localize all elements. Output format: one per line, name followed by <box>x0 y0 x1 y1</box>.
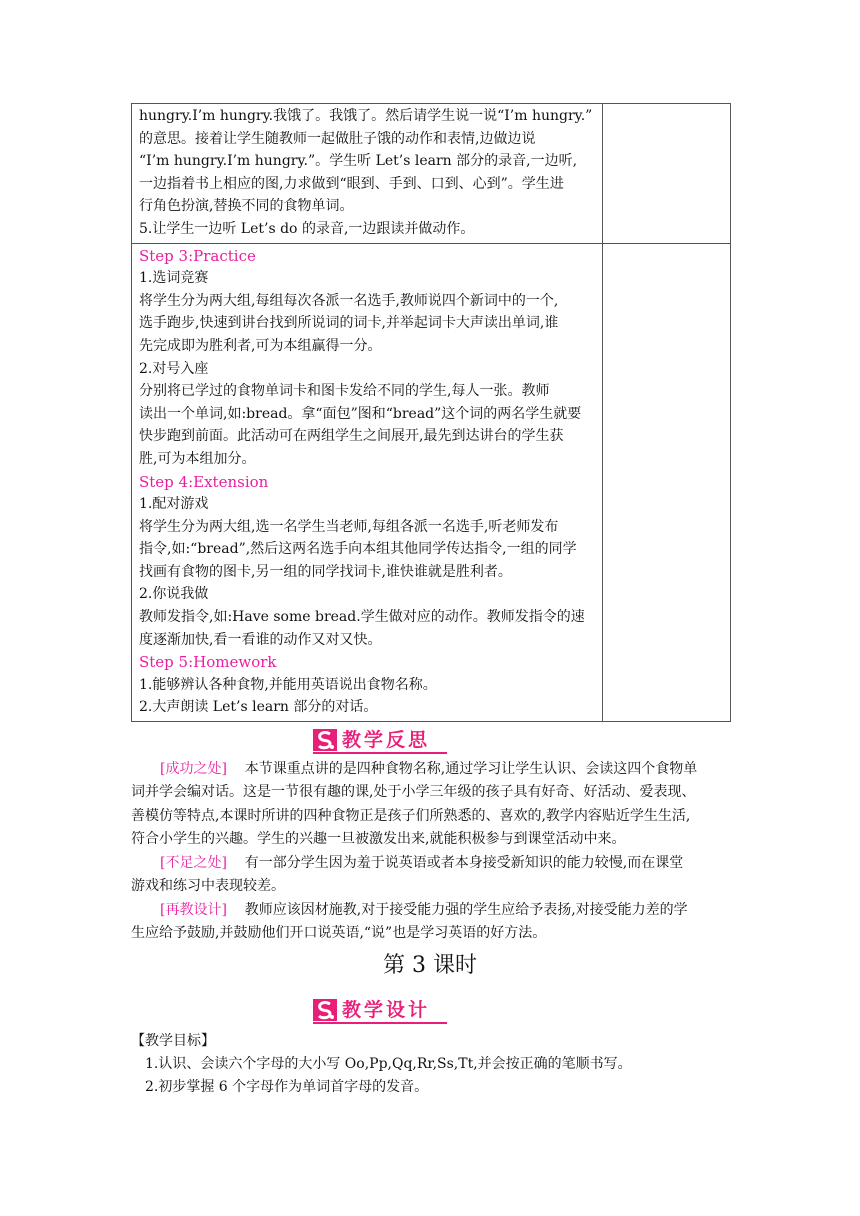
text-line: 1.能够辨认各种食物,并能用英语说出食物名称。 <box>139 676 437 693</box>
success-tag: [成功之处] <box>160 761 227 777</box>
text-line: 快步跑到前面。此活动可在两组学生之间展开,最先到达讲台的学生获 <box>139 428 564 445</box>
reflection-lack: [不足之处] 有一部分学生因为羞于说英语或者本身接受新知识的能力较慢,而在课堂 游戏和练习中表现较差。 <box>131 855 684 895</box>
banner-underline <box>313 1022 447 1024</box>
step5-body <box>139 674 595 719</box>
text-line: 5.让学生一边听 Let’s do 的录音,一边跟读并做动作。 <box>139 220 475 237</box>
text-line: 先完成即为胜利者,可为本组赢得一分。 <box>139 337 382 354</box>
text-line: 指令,如:“bread”,然后这两名选手向本组其他同学传达指令,一组的同学 <box>139 541 577 558</box>
text-line: 度逐渐加快,看一看谁的动作又对又快。 <box>139 631 382 648</box>
reflection-redesign: [再教设计] 教师应该因材施教,对于接受能力强的学生应给予表扬,对接受能力差的学 生应给予鼓励,并鼓励他们开口说英语,“说”也是学习英语的好方法。 <box>131 902 688 942</box>
lesson-plan-table <box>131 103 731 722</box>
text-line: 1.选词竞赛 <box>139 270 209 287</box>
text-line: 2.你说我做 <box>139 586 209 603</box>
reflection-success: [成功之处] 本节课重点讲的是四种食物名称,通过学习让学生认识、会读这四个食物单 词并学会编对话。这是一节很有趣的课,处于小学三年级的孩子具有好奇、好活动、爱表现、 善模仿等特点,本课时所讲的四种食物正是孩子们所熟悉的、喜欢的,教学内容贴近学生生活, 符合小学生的兴趣。学生的兴趣一旦被激发出来,就能积极参与到课堂活动中来。 <box>131 761 698 848</box>
text-line: 的意思。接着让学生随教师一起做肚子饿的动作和表情,边做边说 <box>139 130 536 147</box>
step4-body <box>139 493 595 651</box>
banner-underline <box>313 752 447 754</box>
lack-tag: [不足之处] <box>160 855 227 871</box>
goal-item: 2.初步掌握 6 个字母作为单词首字母的发音。 <box>145 1079 429 1095</box>
section-logo-icon <box>313 999 337 1021</box>
step5-heading: Step 5:Homework <box>139 653 277 672</box>
section-banner-reflection <box>313 725 447 751</box>
text-line: 将学生分为两大组,选一名学生当老师,每组各派一名选手,听老师发布 <box>139 518 559 535</box>
text-line: “I’m hungry.I’m hungry.”。学生听 Let’s learn 部分的录音,一边听, <box>139 153 578 170</box>
text-line: 1.配对游戏 <box>139 496 209 513</box>
steps-cell <box>132 243 603 721</box>
procedure-cell <box>132 104 603 244</box>
notes-cell <box>602 243 730 721</box>
lesson-title: 第 3 课时 <box>383 953 477 978</box>
procedure-text <box>132 104 602 243</box>
text-line: 将学生分为两大组,每组每次各派一名选手,教师说四个新词中的一个, <box>139 292 559 309</box>
goal-item: 1.认识、会读六个字母的大小写 Oo,Pp,Qq,Rr,Ss,Tt,并会按正确的笔顺书写。 <box>145 1056 632 1072</box>
goals-heading: 【教学目标】 <box>131 1033 215 1049</box>
text-line: 读出一个单词,如:bread。拿“面包”图和“bread”这个词的两名学生就要 <box>139 405 582 422</box>
text-line: hungry.I’m hungry.我饿了。我饿了。然后请学生说一说“I’m hungry.” <box>139 108 593 124</box>
section-banner-design <box>313 995 447 1021</box>
text-line: 行角色扮演,替换不同的食物单词。 <box>139 198 354 215</box>
step4-heading: Step 4:Extension <box>139 472 269 491</box>
step3-body <box>139 267 595 470</box>
text-line: 教师发指令,如:Have some bread.学生做对应的动作。教师发指令的速 <box>139 609 585 626</box>
text-line: 2.对号入座 <box>139 360 209 377</box>
text-line: 分别将已学过的食物单词卡和图卡发给不同的学生,每人一张。教师 <box>139 383 550 400</box>
step3-heading: Step 3:Practice <box>139 246 256 265</box>
text-line: 选手跑步,快速到讲台找到所说词的词卡,并举起词卡大声读出单词,谁 <box>139 315 559 332</box>
redesign-tag: [再教设计] <box>160 902 227 918</box>
text-line: 胜,可为本组加分。 <box>139 450 256 467</box>
notes-cell <box>602 104 730 244</box>
section-logo-icon <box>313 729 337 751</box>
text-line: 一边指着书上相应的图,力求做到“眼到、手到、口到、心到”。学生进 <box>139 175 564 192</box>
table-row <box>132 243 731 721</box>
table-row <box>132 104 731 244</box>
teaching-goals <box>131 1030 731 1099</box>
banner-title: 教学设计 <box>342 999 431 1021</box>
text-line: 找画有食物的图卡,另一组的同学找词卡,谁快谁就是胜利者。 <box>139 563 512 580</box>
text-line: 2.大声朗读 Let’s learn 部分的对话。 <box>139 699 378 716</box>
banner-title: 教学反思 <box>342 729 431 751</box>
